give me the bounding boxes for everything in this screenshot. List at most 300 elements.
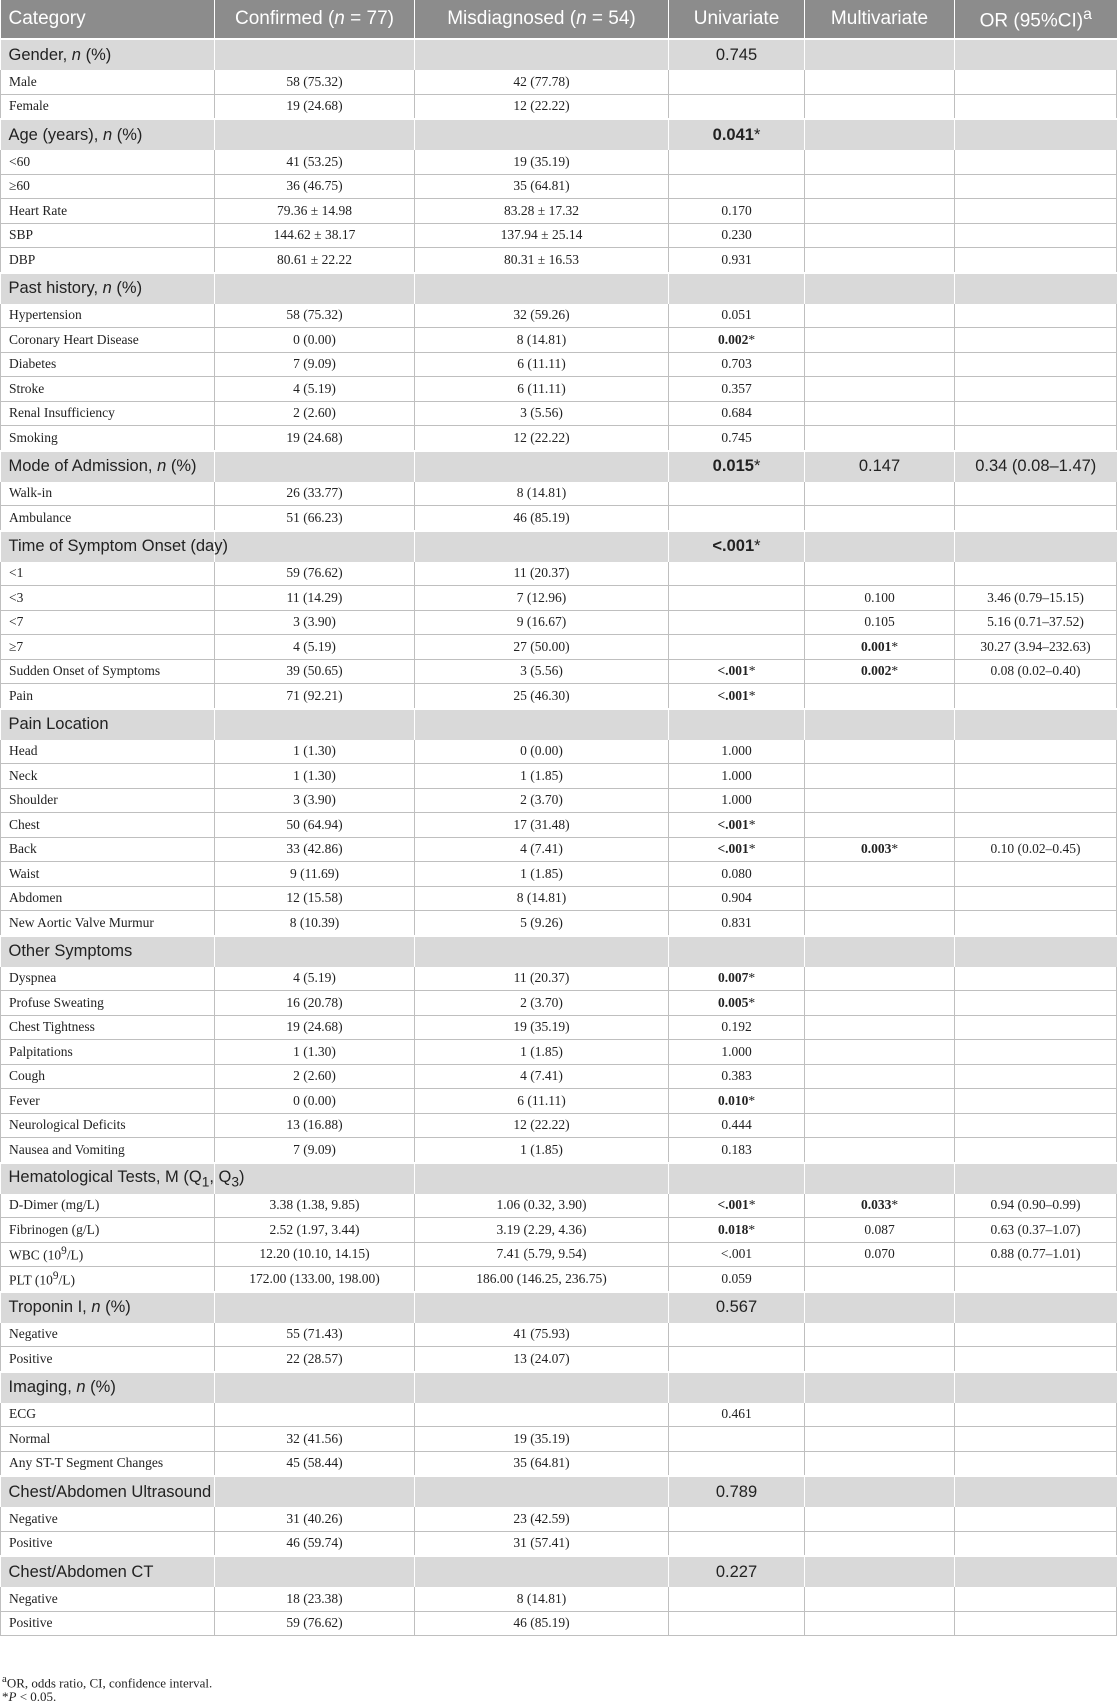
row-label: D-Dimer (mg/L) (1, 1194, 215, 1218)
section-title: Hematological Tests, M ($Q_1$, $Q_3$ (1, 1163, 215, 1194)
section-header-row (1, 936, 1117, 967)
row-univariate (669, 1347, 805, 1372)
row-univariate: 0.007* (669, 967, 805, 991)
row-label: Palpitations (1, 1040, 215, 1065)
row-misdiagnosed: 1 (1.85) (415, 1138, 669, 1163)
section-univariate (669, 1163, 805, 1194)
row-or (955, 1113, 1117, 1138)
row-label: <3 (1, 586, 215, 611)
row-misdiagnosed: 7.41 (5.79, 9.54) (415, 1242, 669, 1267)
section-multivariate (805, 1476, 955, 1507)
section-header-row (1, 273, 1117, 304)
section-blank-cell (415, 531, 669, 562)
row-misdiagnosed: 19 (35.19) (415, 1015, 669, 1040)
row-multivariate (805, 1611, 955, 1636)
row-misdiagnosed: 1 (1.85) (415, 764, 669, 789)
section-multivariate (805, 1163, 955, 1194)
row-misdiagnosed: 3 (5.56) (415, 659, 669, 684)
row-univariate: 1.000 (669, 1040, 805, 1065)
row-label: Negative (1, 1323, 215, 1347)
table-row (1, 862, 1117, 887)
row-or (955, 1403, 1117, 1427)
row-multivariate (805, 248, 955, 273)
row-or (955, 684, 1117, 709)
row-univariate: 0.059 (669, 1267, 805, 1292)
table-row (1, 304, 1117, 328)
row-multivariate (805, 1427, 955, 1452)
footnote-significance: *P < 0.05. (2, 1689, 57, 1704)
section-univariate: 0.567 (669, 1292, 805, 1323)
row-label: Heart Rate (1, 199, 215, 224)
row-univariate: 0.684 (669, 401, 805, 426)
section-blank-cell (215, 119, 415, 150)
section-blank-cell (215, 451, 415, 482)
header-category: Category (1, 0, 215, 39)
row-label: Chest Tightness (1, 1015, 215, 1040)
row-confirmed: 9 (11.69) (215, 862, 415, 887)
row-or (955, 562, 1117, 586)
row-label: Diabetes (1, 352, 215, 377)
table-row (1, 1064, 1117, 1089)
row-multivariate (805, 764, 955, 789)
section-header-row (1, 1476, 1117, 1507)
row-confirmed: 2 (2.60) (215, 401, 415, 426)
header-multivariate: Multivariate (805, 0, 955, 39)
row-univariate (669, 1427, 805, 1452)
row-multivariate (805, 482, 955, 506)
row-univariate: <.001 (669, 1242, 805, 1267)
row-or (955, 199, 1117, 224)
section-multivariate (805, 1292, 955, 1323)
row-multivariate (805, 1531, 955, 1556)
row-or: 30.27 (3.94–232.63) (955, 635, 1117, 660)
section-multivariate (805, 709, 955, 740)
table-row (1, 740, 1117, 764)
table-row (1, 1427, 1117, 1452)
row-confirmed: 19 (24.68) (215, 94, 415, 119)
row-label: Smoking (1, 426, 215, 451)
row-or (955, 94, 1117, 119)
row-label: <1 (1, 562, 215, 586)
table-row (1, 506, 1117, 531)
row-confirmed: 36 (46.75) (215, 174, 415, 199)
row-univariate: 0.080 (669, 862, 805, 887)
section-univariate (669, 936, 805, 967)
row-or (955, 1040, 1117, 1065)
table-row (1, 482, 1117, 506)
section-multivariate (805, 39, 955, 70)
row-label: Neurological Deficits (1, 1113, 215, 1138)
row-or: 0.10 (0.02–0.45) (955, 837, 1117, 862)
row-univariate: 0.357 (669, 377, 805, 402)
row-or (955, 911, 1117, 936)
table-row (1, 377, 1117, 402)
table-row (1, 1587, 1117, 1611)
row-multivariate (805, 911, 955, 936)
section-title: Other Symptoms (1, 936, 215, 967)
table-row (1, 1531, 1117, 1556)
row-label: Female (1, 94, 215, 119)
row-univariate: 0.005* (669, 991, 805, 1016)
row-misdiagnosed: 25 (46.30) (415, 684, 669, 709)
row-multivariate (805, 304, 955, 328)
section-blank-cell (215, 531, 415, 562)
table-row (1, 967, 1117, 991)
table-row (1, 150, 1117, 174)
row-label: Stroke (1, 377, 215, 402)
row-label: PLT $(10^9/L)$ (1, 1267, 215, 1292)
section-univariate (669, 1372, 805, 1403)
row-univariate: <.001* (669, 1194, 805, 1218)
section-or: 0.34 (0.08–1.47) (955, 451, 1117, 482)
row-univariate (669, 1587, 805, 1611)
row-or (955, 1267, 1117, 1292)
row-multivariate (805, 1040, 955, 1065)
row-misdiagnosed: 11 (20.37) (415, 967, 669, 991)
row-misdiagnosed: 13 (24.07) (415, 1347, 669, 1372)
row-multivariate (805, 813, 955, 838)
section-blank-cell (415, 39, 669, 70)
row-or (955, 304, 1117, 328)
row-univariate: 0.461 (669, 1403, 805, 1427)
row-univariate (669, 150, 805, 174)
row-label: Coronary Heart Disease (1, 328, 215, 353)
row-confirmed: 71 (92.21) (215, 684, 415, 709)
row-multivariate: 0.033* (805, 1194, 955, 1218)
table-row (1, 1347, 1117, 1372)
header-confirmed: Confirmed (n = 77) (215, 0, 415, 39)
row-misdiagnosed: 2 (3.70) (415, 788, 669, 813)
row-label: Male (1, 70, 215, 94)
row-multivariate (805, 1267, 955, 1292)
row-confirmed: 80.61 ± 22.22 (215, 248, 415, 273)
row-misdiagnosed: 1 (1.85) (415, 1040, 669, 1065)
row-label: Fibrinogen (g/L) (1, 1218, 215, 1243)
row-confirmed: 26 (33.77) (215, 482, 415, 506)
row-misdiagnosed: 186.00 (146.25, 236.75) (415, 1267, 669, 1292)
row-multivariate (805, 199, 955, 224)
section-multivariate (805, 273, 955, 304)
section-univariate: 0.745 (669, 39, 805, 70)
table-row (1, 70, 1117, 94)
row-misdiagnosed: 12 (22.22) (415, 426, 669, 451)
table-row (1, 1194, 1117, 1218)
row-univariate: 0.002* (669, 328, 805, 353)
row-confirmed: 144.62 ± 38.17 (215, 223, 415, 248)
row-confirmed: 4 (5.19) (215, 967, 415, 991)
row-or (955, 150, 1117, 174)
row-univariate: <.001* (669, 837, 805, 862)
row-misdiagnosed: 9 (16.67) (415, 610, 669, 635)
section-blank-cell (415, 1556, 669, 1587)
row-univariate (669, 586, 805, 611)
row-or (955, 70, 1117, 94)
section-title: Chest/Abdomen CT (1, 1556, 215, 1587)
section-univariate (669, 273, 805, 304)
row-or: 0.94 (0.90–0.99) (955, 1194, 1117, 1218)
table-body (1, 39, 1117, 1636)
row-label: Nausea and Vomiting (1, 1138, 215, 1163)
row-label: Ambulance (1, 506, 215, 531)
section-multivariate (805, 1372, 955, 1403)
row-univariate (669, 1507, 805, 1531)
row-or (955, 223, 1117, 248)
row-univariate (669, 1451, 805, 1476)
table-row (1, 1267, 1117, 1292)
row-misdiagnosed: 19 (35.19) (415, 150, 669, 174)
section-title: Age (years), n (%) (1, 119, 215, 150)
section-multivariate (805, 936, 955, 967)
row-multivariate (805, 94, 955, 119)
table-row (1, 401, 1117, 426)
row-confirmed: 18 (23.38) (215, 1587, 415, 1611)
row-misdiagnosed: 35 (64.81) (415, 1451, 669, 1476)
row-univariate: 0.931 (669, 248, 805, 273)
row-or (955, 1347, 1117, 1372)
section-blank-cell (215, 273, 415, 304)
row-confirmed: 7 (9.09) (215, 1138, 415, 1163)
row-univariate: <.001* (669, 684, 805, 709)
section-or (955, 1372, 1117, 1403)
section-title: Mode of Admission, n (%) (1, 451, 215, 482)
table-row (1, 1451, 1117, 1476)
row-label: Negative (1, 1587, 215, 1611)
row-confirmed (215, 1403, 415, 1427)
row-confirmed: 31 (40.26) (215, 1507, 415, 1531)
row-or: 3.46 (0.79–15.15) (955, 586, 1117, 611)
row-confirmed: 12.20 (10.10, 14.15) (215, 1242, 415, 1267)
row-univariate (669, 70, 805, 94)
row-confirmed: 12 (15.58) (215, 886, 415, 911)
section-blank-cell (215, 1476, 415, 1507)
row-or (955, 352, 1117, 377)
header-row (1, 0, 1117, 39)
section-univariate: 0.789 (669, 1476, 805, 1507)
row-misdiagnosed: 7 (12.96) (415, 586, 669, 611)
row-or (955, 1507, 1117, 1531)
section-blank-cell (415, 451, 669, 482)
row-multivariate (805, 150, 955, 174)
row-or: 0.88 (0.77–1.01) (955, 1242, 1117, 1267)
row-label: Positive (1, 1531, 215, 1556)
row-univariate: 0.018* (669, 1218, 805, 1243)
row-confirmed: 4 (5.19) (215, 635, 415, 660)
row-multivariate (805, 377, 955, 402)
section-blank-cell (215, 1372, 415, 1403)
row-label: Any ST-T Segment Changes (1, 1451, 215, 1476)
row-confirmed: 45 (58.44) (215, 1451, 415, 1476)
row-misdiagnosed: 2 (3.70) (415, 991, 669, 1016)
section-header-row (1, 709, 1117, 740)
row-misdiagnosed: 31 (57.41) (415, 1531, 669, 1556)
row-confirmed: 4 (5.19) (215, 377, 415, 402)
table-row (1, 1403, 1117, 1427)
table-row (1, 174, 1117, 199)
row-label: Sudden Onset of Symptoms (1, 659, 215, 684)
row-multivariate (805, 223, 955, 248)
section-multivariate (805, 119, 955, 150)
table-row (1, 911, 1117, 936)
row-univariate (669, 1531, 805, 1556)
row-or (955, 426, 1117, 451)
section-blank-cell (415, 119, 669, 150)
row-misdiagnosed: 83.28 ± 17.32 (415, 199, 669, 224)
row-multivariate (805, 562, 955, 586)
row-misdiagnosed: 1.06 (0.32, 3.90) (415, 1194, 669, 1218)
row-or (955, 788, 1117, 813)
row-univariate: 0.703 (669, 352, 805, 377)
section-univariate: 0.227 (669, 1556, 805, 1587)
row-label: SBP (1, 223, 215, 248)
table-row (1, 684, 1117, 709)
table-row (1, 991, 1117, 1016)
row-confirmed: 79.36 ± 14.98 (215, 199, 415, 224)
section-or (955, 119, 1117, 150)
row-label: Walk-in (1, 482, 215, 506)
row-or (955, 886, 1117, 911)
section-univariate: <.001* (669, 531, 805, 562)
table-row (1, 426, 1117, 451)
section-or (955, 936, 1117, 967)
row-label: WBC $(10^9/L)$ (1, 1242, 215, 1267)
row-label: ≥60 (1, 174, 215, 199)
row-univariate: 0.831 (669, 911, 805, 936)
row-label: Cough (1, 1064, 215, 1089)
row-or (955, 506, 1117, 531)
row-label: Waist (1, 862, 215, 887)
table-row (1, 1113, 1117, 1138)
section-or (955, 1556, 1117, 1587)
row-multivariate: 0.070 (805, 1242, 955, 1267)
row-univariate: 0.051 (669, 304, 805, 328)
section-or (955, 39, 1117, 70)
row-or (955, 482, 1117, 506)
section-title: Imaging, n (%) (1, 1372, 215, 1403)
table-row (1, 352, 1117, 377)
section-blank-cell (415, 1372, 669, 1403)
table-row (1, 199, 1117, 224)
row-or: 0.08 (0.02–0.40) (955, 659, 1117, 684)
row-multivariate (805, 1015, 955, 1040)
table-row (1, 1089, 1117, 1114)
section-univariate (669, 709, 805, 740)
row-misdiagnosed: 46 (85.19) (415, 1611, 669, 1636)
row-univariate (669, 482, 805, 506)
row-or (955, 1323, 1117, 1347)
row-misdiagnosed: 46 (85.19) (415, 506, 669, 531)
table-row (1, 659, 1117, 684)
row-misdiagnosed: 8 (14.81) (415, 1587, 669, 1611)
header-univariate: Univariate (669, 0, 805, 39)
section-blank-cell (215, 1556, 415, 1587)
row-or (955, 967, 1117, 991)
row-confirmed: 19 (24.68) (215, 426, 415, 451)
row-confirmed: 3 (3.90) (215, 610, 415, 635)
footnotes (0, 1670, 1116, 1706)
section-blank-cell (215, 936, 415, 967)
row-multivariate (805, 1347, 955, 1372)
row-confirmed: 0 (0.00) (215, 1089, 415, 1114)
section-blank-cell (415, 1476, 669, 1507)
row-label: New Aortic Valve Murmur (1, 911, 215, 936)
row-multivariate (805, 1064, 955, 1089)
footnote-abbreviations: $^a$OR, odds ratio, CI, confidence interval. (2, 1673, 213, 1691)
table-row (1, 1507, 1117, 1531)
section-header-row (1, 451, 1117, 482)
table-row (1, 248, 1117, 273)
row-confirmed: 16 (20.78) (215, 991, 415, 1016)
section-blank-cell (415, 709, 669, 740)
row-misdiagnosed: 3 (5.56) (415, 401, 669, 426)
header-or: OR $(95\%CI)^a$ (955, 0, 1117, 39)
table-row (1, 94, 1117, 119)
row-confirmed: 1 (1.30) (215, 740, 415, 764)
row-univariate: 0.230 (669, 223, 805, 248)
row-label: Shoulder (1, 788, 215, 813)
row-multivariate (805, 1323, 955, 1347)
row-misdiagnosed: 17 (31.48) (415, 813, 669, 838)
row-label: Positive (1, 1347, 215, 1372)
row-label: Hypertension (1, 304, 215, 328)
section-blank-cell (215, 39, 415, 70)
row-confirmed: 1 (1.30) (215, 764, 415, 789)
row-misdiagnosed: 41 (75.93) (415, 1323, 669, 1347)
row-multivariate (805, 862, 955, 887)
table-row (1, 886, 1117, 911)
row-confirmed: 3 (3.90) (215, 788, 415, 813)
row-univariate: 1.000 (669, 740, 805, 764)
table-row (1, 562, 1117, 586)
row-univariate: 0.010* (669, 1089, 805, 1114)
row-confirmed: 19 (24.68) (215, 1015, 415, 1040)
row-univariate (669, 506, 805, 531)
row-or (955, 1531, 1117, 1556)
row-confirmed: 41 (53.25) (215, 150, 415, 174)
row-or (955, 1064, 1117, 1089)
section-title: Gender, n (%) (1, 39, 215, 70)
row-univariate (669, 94, 805, 119)
row-univariate: 0.745 (669, 426, 805, 451)
row-multivariate (805, 1451, 955, 1476)
row-label: Positive (1, 1611, 215, 1636)
row-multivariate (805, 967, 955, 991)
row-multivariate (805, 1113, 955, 1138)
row-multivariate (805, 991, 955, 1016)
row-univariate (669, 1611, 805, 1636)
section-title: Time of Symptom Onset (day) (1, 531, 215, 562)
section-blank-cell (215, 709, 415, 740)
row-or (955, 1089, 1117, 1114)
row-multivariate: 0.105 (805, 610, 955, 635)
row-misdiagnosed: 8 (14.81) (415, 482, 669, 506)
row-or (955, 248, 1117, 273)
row-label: <7 (1, 610, 215, 635)
table-row (1, 837, 1117, 862)
row-misdiagnosed: 1 (1.85) (415, 862, 669, 887)
row-multivariate (805, 426, 955, 451)
row-or (955, 1451, 1117, 1476)
row-confirmed: 1 (1.30) (215, 1040, 415, 1065)
section-or (955, 1163, 1117, 1194)
row-univariate: 0.444 (669, 1113, 805, 1138)
row-or: 5.16 (0.71–37.52) (955, 610, 1117, 635)
row-confirmed: 32 (41.56) (215, 1427, 415, 1452)
section-blank-cell (415, 1163, 669, 1194)
section-header-row (1, 1163, 1117, 1194)
row-label: Negative (1, 1507, 215, 1531)
row-label: Abdomen (1, 886, 215, 911)
row-or (955, 991, 1117, 1016)
